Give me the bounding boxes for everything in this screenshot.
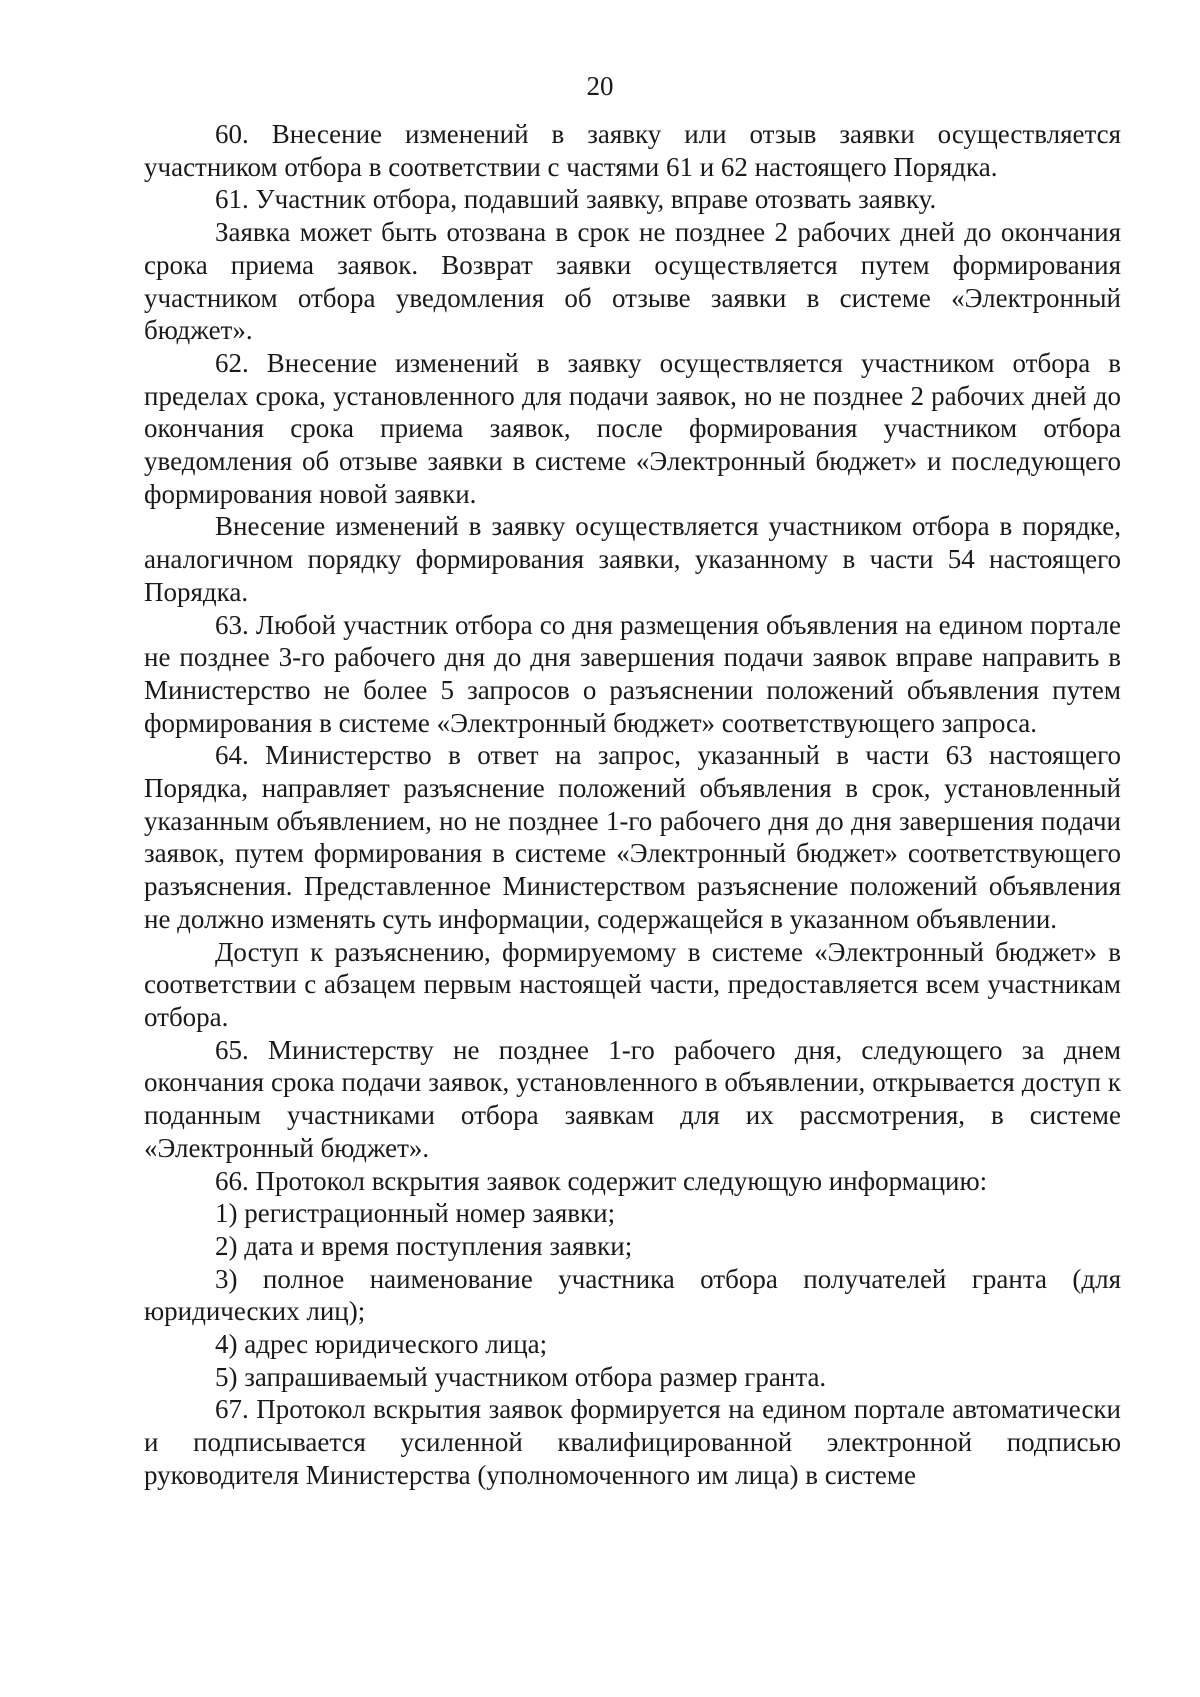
paragraph-62-amendment-procedure: Внесение изменений в заявку осуществляется участником отбора в порядке, аналогичном порядку формирования заявки, указанному в части 54 настоящего Порядка. <box>144 511 1121 607</box>
paragraph-65: 65. Министерству не позднее 1-го рабочего дня, следующего за днем окончания срока подачи заявок, установленного в объявлении, открывается доступ к поданным участниками отбора заявкам для их рассмотрения, в системе «Электронный бюджет». <box>144 1034 1121 1163</box>
document-body <box>144 118 1121 1492</box>
list-item-4: 4) адрес юридического лица; <box>215 1329 548 1360</box>
paragraph-60: 60. Внесение изменений в заявку или отзыв заявки осуществляется участником отбора в соответствии с частями 61 и 62 настоящего Порядка. <box>144 119 1121 182</box>
page-number: 20 <box>586 71 614 101</box>
list-item-3: 3) полное наименование участника отбора получателей гранта (для юридических лиц); <box>144 1263 1121 1327</box>
paragraph-64-access: Доступ к разъяснению, формируемому в системе «Электронный бюджет» в соответствии с абзацем первым настоящей части, предоставляется всем участникам отбора. <box>144 936 1121 1032</box>
paragraph-61-withdrawal-terms: Заявка может быть отозвана в срок не позднее 2 рабочих дней до окончания срока приема заявок. Возврат заявки осуществляется путем формирования участником отбора уведомления об отзыве заявки в системе «Электронный бюджет». <box>144 217 1121 346</box>
paragraph-61: 61. Участник отбора, подавший заявку, вправе отозвать заявку. <box>215 184 937 215</box>
list-item-1: 1) регистрационный номер заявки; <box>215 1198 616 1229</box>
paragraph-66: 66. Протокол вскрытия заявок содержит следующую информацию: <box>215 1165 988 1196</box>
paragraph-63: 63. Любой участник отбора со дня размещения объявления на едином портале не позднее 3-го рабочего дня до дня завершения подачи заявок вправе направить в Министерство не более 5 запросов о разъяснении положений объявления путем формирования в системе «Электронный бюджет» соответствующего запроса. <box>144 609 1121 738</box>
list-item-5: 5) запрашиваемый участником отбора размер гранта. <box>215 1361 827 1392</box>
paragraph-67: 67. Протокол вскрытия заявок формируется на едином портале автоматически и подписывается усиленной квалифицированной электронной подписью руководителя Министерства (уполномоченного им лица) в системе <box>144 1394 1121 1490</box>
list-item-2: 2) дата и время поступления заявки; <box>215 1230 633 1261</box>
paragraph-62: 62. Внесение изменений в заявку осуществляется участником отбора в пределах срока, установленного для подачи заявок, но не позднее 2 рабочих дней до окончания срока приема заявок, после формирования участником отбора уведомления об отзыве заявки в системе «Электронный бюджет» и последующего формирования новой заявки. <box>144 347 1121 509</box>
paragraph-64: 64. Министерство в ответ на запрос, указанный в части 63 настоящего Порядка, направляет разъяснение положений объявления в срок, установленный указанным объявлением, но не позднее 1-го рабочего дня до дня завершения подачи заявок, путем формирования в системе «Электронный бюджет» соответствующего разъяснения. Представленное Министерством разъяснение положений объявления не должно изменять суть информации, содержащейся в указанном объявлении. <box>144 740 1121 934</box>
